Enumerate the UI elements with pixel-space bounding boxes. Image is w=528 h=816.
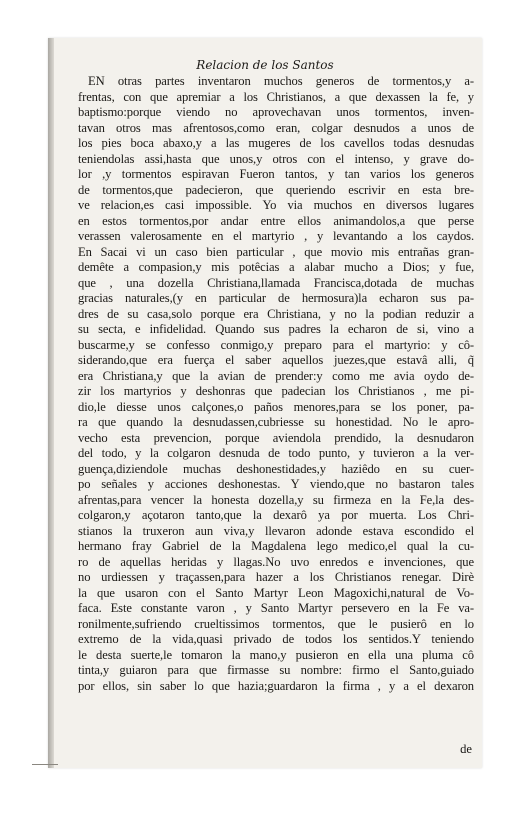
text-line: ra que quando la desnudassen,cubriesse su honestidad. No le apro- <box>78 415 474 429</box>
text-line: guença,diziendole muchas deshonestidades,y haziêdo en su cuer- <box>78 461 474 476</box>
text-line: En Sacai vi un caso bien particular , que movio mis entrañas gran- <box>78 244 474 259</box>
catchword: de <box>460 742 472 756</box>
text-line: no urdiessen y traçassen,para hazer a los Christianos renegar. Dirè <box>78 570 474 584</box>
text-line: faca. Este constante varon , y Santo Martyr persevero en la Fe va- <box>78 601 474 615</box>
text-line: era Christiana,y que la avian de prender:y como me avia oydo de- <box>78 368 474 383</box>
text-line: en estos tormentos,por andar entre ellos animandolos,a que perse <box>78 213 474 228</box>
running-header: Relacion de los Santos <box>196 58 334 72</box>
text-line: zir los martyrios y deshonras que padecian los Christianos , me pi- <box>78 384 474 398</box>
text-line: lor ,y tormentos espiravan Fueron tantos, y tan varios los generos <box>78 167 474 181</box>
body-text <box>78 74 474 694</box>
text-line: que , una dozella Christiana,llamada Francisca,dotada de muchas <box>78 275 474 290</box>
text-line: dio,le diesse unos calçones,o paños menores,para se los poner, pa- <box>78 399 474 414</box>
text-line: por ellos, sin saber lo que hazia;guardaron la firma , y a el dexaron <box>78 678 474 693</box>
text-line: stianos la truxeron aun viva,y llevaron adonde estava escondido el <box>78 523 474 538</box>
text-line: siderando,que era fuerça el saber aquellos juezes,que estavâ alli, q̃ <box>78 353 474 367</box>
page-gutter-shadow <box>48 38 54 768</box>
text-line: teniendolas assi,hasta que unos,y otros con el intenso, y grave do- <box>78 151 474 166</box>
text-line: le desta suerte,le tomaron la mano,y pusieron en ella una pluma cô <box>78 647 474 662</box>
text-line: po señales y acciones deshonestas. Y viendo,que no bastaron tales <box>78 477 474 491</box>
text-line: su secta, e infidelidad. Quando sus padres la echaron de si, vino a <box>78 322 474 336</box>
text-line: la que usaron con el Santo Martyr Leon Magoxichi,natural de Vo- <box>78 585 474 600</box>
book-page <box>48 38 482 768</box>
text-line: los pies boca abaxo,y a las mugeres de los cavellos todas desnudas <box>78 136 474 150</box>
text-line: hermano fray Gabriel de la Magdalena lego medico,el qual la cu- <box>78 539 474 553</box>
text-line: buscarme,y se confesso conmigo,y preparo para el martyrio: y cô- <box>78 337 474 352</box>
text-line: vecho esta prevencion, porque aviendola prendido, la desnudaron <box>78 430 474 445</box>
text-line: baptismo:porque viendo no aprovechavan unos tormentos, inven- <box>78 105 474 119</box>
margin-mark <box>32 764 58 765</box>
text-line: afrentas,para vencer la honesta dozella,y su firmeza en la Fe,la des- <box>78 492 474 507</box>
text-line: extremo de la vida,quasi privado de todos los sentidos.Y teniendo <box>78 632 474 646</box>
text-line: gracias naturales,(y en particular de hermosura)la echaron sus pa- <box>78 291 474 305</box>
text-line: frentas, con que apremiar a los Christianos, a que dexassen la fe, y <box>78 89 474 104</box>
text-line: del todo, y la colgaron desnuda de todo punto, y tuvieron a la ver- <box>78 446 474 460</box>
text-line: colgaron,y açotaron tanto,que la dexarô ya por muerta. Los Chri- <box>78 508 474 522</box>
text-line: ve relacion,es casi impossible. Yo via muchos en diversos lugares <box>78 198 474 212</box>
text-line: EN otras partes inventaron muchos generos de tormentos,y a- <box>88 74 474 88</box>
text-line: demête a compasion,y mis potêcias a alabar mucho a Dios; y fue, <box>78 260 474 274</box>
text-line: tinta,y guiaron para que firmasse su nombre: firmo el Santo,guiado <box>78 663 474 677</box>
text-line: verassen valerosamente en el martyrio , y levantando a los caydos. <box>78 229 474 243</box>
text-line: dres de su casa,solo porque era Christiana, y no la podian reduzir a <box>78 306 474 321</box>
text-line: ronilmente,sufriendo crueltissimos tormentos, que le pusierô en lo <box>78 616 474 631</box>
text-line: de tormentos,que padecieron, que queriendo escrivir en esta bre- <box>78 182 474 197</box>
text-line: ro de aquellas heridas y llagas.No uvo enredos e invenciones, que <box>78 554 474 569</box>
text-line: tavan otros mas afrentosos,como eran, colgar desnudos a unos de <box>78 120 474 135</box>
